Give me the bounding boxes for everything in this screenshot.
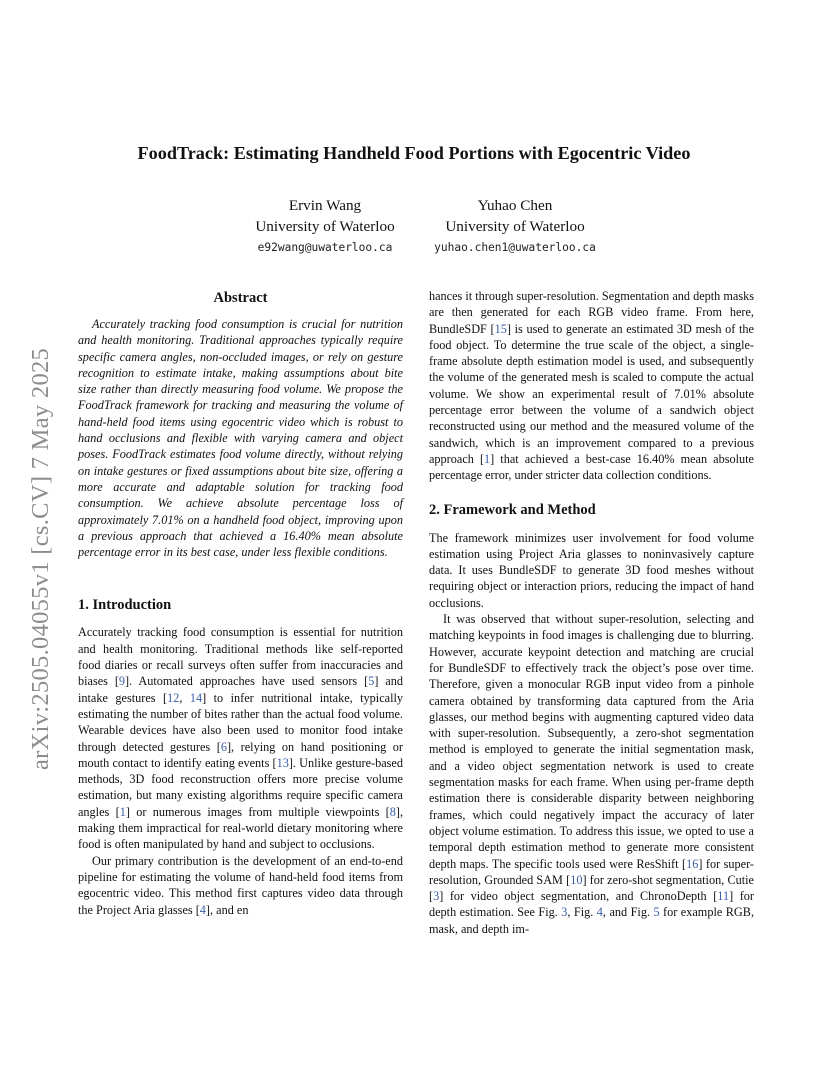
citation-link[interactable]: 6 [220,739,227,754]
paper-title: FoodTrack: Estimating Handheld Food Portions with Egocentric Video [137,143,691,163]
introduction-paragraph-2-continued: hances it through super-resolution. Segmentation and depth masks are then generated for each RGB video frame. From here, BundleSDF [15] is used to generate an estimated 3D mesh of the food object. To determine the true scale of the object, a single-frame absolute depth estimation model is used, and subsequently the volume of the generated mesh is scaled to compute the actual volume. We show an experimental result of 7.01% absolute percentage error between the volume of a sandwich object reconstructed using our method and the measured volume of the sandwich, which is an improvement compared to a previous approach [1] that achieved a best-case 16.40% mean absolute percentage error, under stricter data collection conditions. [429,289,754,483]
citation-link[interactable]: 16 [686,856,699,871]
arxiv-identifier: arXiv:2505.04055v1 [cs.CV] 7 May 2025 [27,347,54,770]
citation-link[interactable]: 1 [484,451,491,466]
citation-link[interactable]: 9 [118,674,126,689]
author-name: Yuhao Chen [477,197,553,214]
introduction-paragraph-1: Accurately tracking food consumption is essential for nutrition and health monitoring. Traditional methods like self-reported food diaries or recall surveys often suffer from inaccuracies and biases [9]. Automated approaches have used sensors [5] and intake gestures [12, 14] to infer nutritional intake, typically estimating the number of bites rather than the actual food volume. Wearable devices have also been used to monitor food intake through detected gestures [6], relying on hand positioning or mouth contact to identify eating events [13]. Unlike gesture-based methods, 3D food reconstruction offers more precise volume estimation, but many existing algorithms require specific camera angles [1] or numerous images from multiple viewpoints [8], making them impractical for real-world dietary monitoring where food is often manipulated by hand and subject to occlusions. [78,625,404,852]
citation-link[interactable]: 5 [653,905,660,920]
abstract-heading: Abstract [213,290,268,306]
author-email[interactable]: e92wang@uwaterloo.ca [257,241,393,254]
citation-link[interactable]: 4 [199,902,206,917]
citation-link[interactable]: 15 [494,321,507,336]
author-email[interactable]: yuhao.chen1@uwaterloo.ca [434,241,596,254]
citation-link[interactable]: 4 [596,905,603,920]
citation-link[interactable]: 10 [570,872,583,887]
author-affiliation: University of Waterloo [255,218,395,235]
left-column [78,288,403,918]
citation-link[interactable]: 5 [368,674,375,689]
abstract-text: Accurately tracking food consumption is crucial for nutrition and health monitoring. Traditional approaches typically require specific camera angles, non-occluded images, or rely on gesture recognition to estimate intake, making assumptions about bite size rather than directly measuring food volume. We propose the FoodTrack framework for tracking and measuring the volume of hand-held food items using egocentric video which is robust to hand occlusions and flexible with varying camera and object poses. FoodTrack estimates food volume directly, without relying on intake gestures or fixed assumptions about bite size, offering a more accurate and adaptable solution for tracking food consumption. We achieve absolute percentage loss of approximately 7.01% on a handheld food object, improving upon a previous approach that achieved a 16.40% mean absolute percentage error in its best case, under less flexible conditions. [78,317,403,560]
framework-paragraph-1: The framework minimizes user involvement for food volume estimation using Project Aria glasses to noninvasively capture data. It uses BundleSDF to generate 3D food meshes without requiring object or interaction priors, reducing the impact of hand occlusions. [429,530,754,610]
framework-paragraph-2: It was observed that without super-resolution, selecting and matching keypoints in food images is challenging due to blurring. However, accurate keypoint detection and matching are crucial for BundleSDF to effectively track the object’s pose over time. Therefore, given a monocular RGB input video from a pinhole camera obtained by transforming data captured from the Aria glasses, our method begins with augmenting captured video data with super-resolution. Subsequently, a zero-shot segmentation method is employed to generate the initial segmentation mask, and a video object segmentation network is used to create segmentation masks for each frame. When using per-frame depth estimation there is considerable disparity between neighboring frames, which could negatively impact the accuracy of later object volume estimation. To address this issue, we opted to use a temporal depth estimation method to generate more consistent depth maps. The specific tools used were ResShift [16] for super-resolution, Grounded SAM [10] for zero-shot segmentation, Cutie [3] for video object segmentation, and ChronoDepth [11] for depth estimation. See Fig. 3, Fig. 4, and Fig. 5 for example RGB, mask, and depth im- [429,612,755,936]
author-block [395,195,635,254]
citation-link[interactable]: 13 [276,755,289,770]
author-name: Ervin Wang [288,197,362,214]
citation-link[interactable]: 8 [389,804,396,819]
citation-link[interactable]: 11 [717,889,730,904]
citation-link[interactable]: 14 [189,690,203,705]
citation-link[interactable]: 3 [561,905,568,920]
introduction-heading: 1. Introduction [78,597,172,614]
framework-heading: 2. Framework and Method [429,501,596,518]
right-column [429,288,754,937]
citation-link[interactable]: 1 [119,804,126,819]
author-affiliation: University of Waterloo [445,218,585,235]
introduction-paragraph-2: Our primary contribution is the development of an end-to-end pipeline for estimating the volume of hand-held food items from egocentric video. This method first captures video data through the Project Aria glasses [4], and en [78,853,403,917]
citation-link[interactable]: 3 [433,889,440,904]
citation-link[interactable]: 12 [167,690,180,705]
